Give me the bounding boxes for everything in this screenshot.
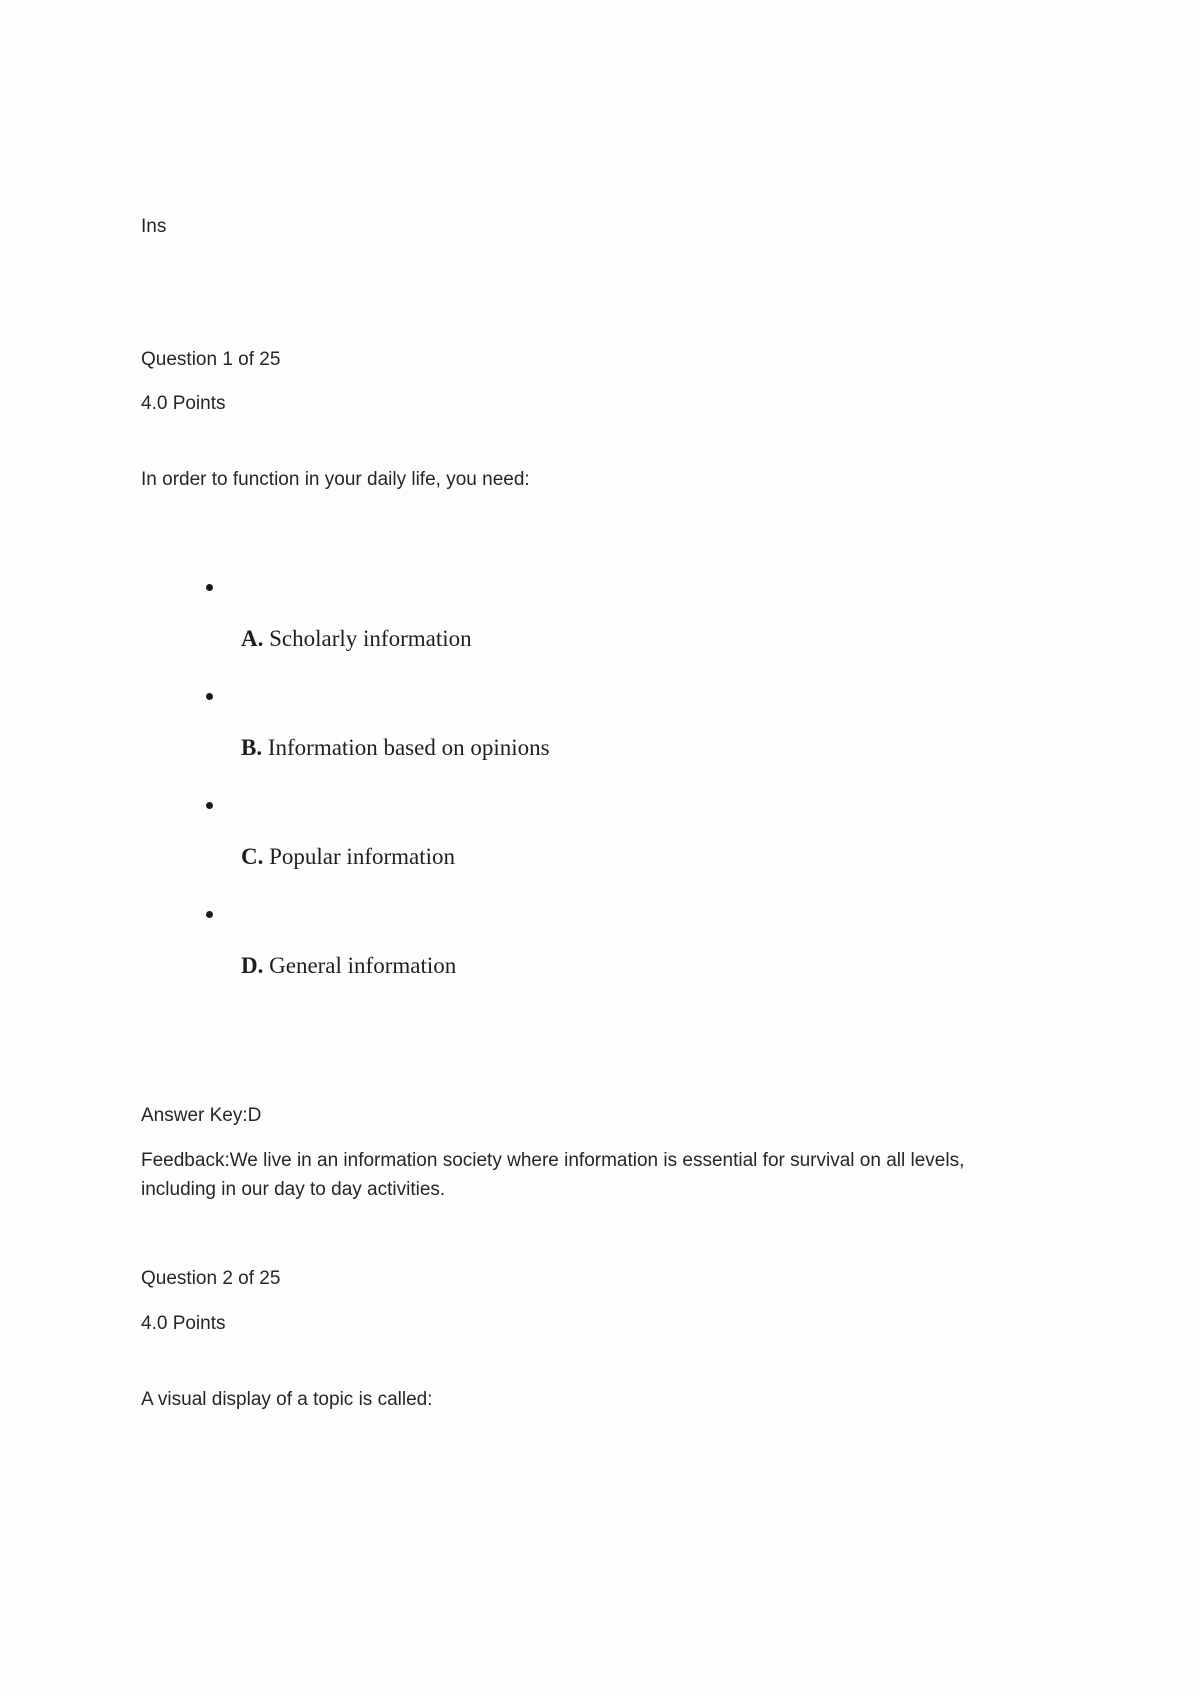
- option-text: General information: [269, 953, 457, 978]
- option-letter: B.: [241, 735, 263, 760]
- answer-key: Answer Key:D: [141, 1105, 262, 1126]
- question-prompt: In order to function in your daily life, you need:: [141, 469, 530, 490]
- option-text: Information based on opinions: [267, 735, 550, 760]
- question-heading: Question 2 of 25: [141, 1268, 281, 1289]
- question-points: 4.0 Points: [141, 393, 226, 414]
- option-text: Scholarly information: [269, 626, 472, 651]
- question-heading: Question 1 of 25: [141, 349, 281, 370]
- option-text: Popular information: [269, 844, 456, 869]
- bullet-icon: [206, 802, 213, 809]
- question-points: 4.0 Points: [141, 1313, 226, 1334]
- bullet-icon: [206, 584, 213, 591]
- option-letter: A.: [241, 626, 264, 651]
- answer-option-d: [241, 953, 456, 979]
- feedback-text: Feedback:We live in an information society where information is essential for survival on all levels, including in our day to day activities.: [141, 1150, 965, 1200]
- institution-fragment: Ins: [141, 216, 167, 237]
- question-prompt: A visual display of a topic is called:: [141, 1389, 433, 1410]
- option-letter: D.: [241, 953, 264, 978]
- answer-option-c: [241, 844, 455, 870]
- bullet-icon: [206, 693, 213, 700]
- bullet-icon: [206, 911, 213, 918]
- answer-option-a: [241, 626, 472, 652]
- answer-option-b: [241, 735, 550, 761]
- option-letter: C.: [241, 844, 264, 869]
